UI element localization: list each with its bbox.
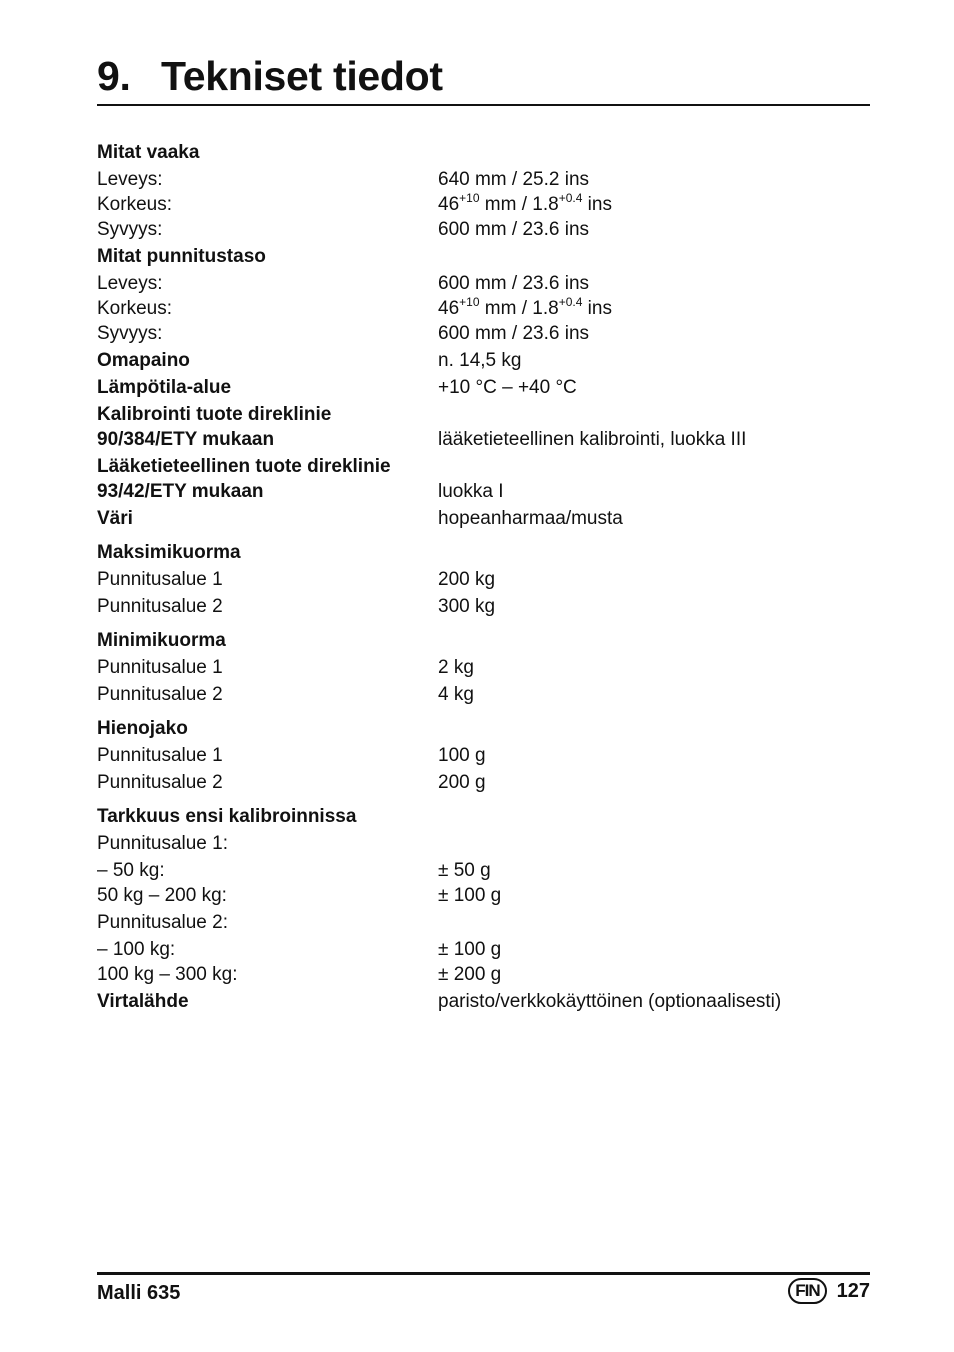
- spec-heading: Lääketieteellinen tuote direklinie: [97, 456, 391, 477]
- spec-row-calibration: 90/384/ETY mukaan lääketieteellinen kalibrointi, luokka III: [97, 429, 747, 450]
- section-number: 9.: [97, 53, 131, 99]
- footer-divider: [97, 1272, 870, 1275]
- spec-row: 100 kg – 300 kg: ± 200 g: [97, 964, 502, 985]
- spec-row: Syvyys: 600 mm / 23.6 ins: [97, 219, 590, 240]
- spec-row: Punnitusalue 2 4 kg: [97, 684, 474, 705]
- spec-row: Syvyys: 600 mm / 23.6 ins: [97, 323, 590, 344]
- spec-row-medical: 93/42/ETY mukaan luokka I: [97, 481, 504, 502]
- spec-row: 50 kg – 200 kg: ± 100 g: [97, 885, 502, 906]
- spec-row: Punnitusalue 1 200 kg: [97, 569, 496, 590]
- footer-page-info: [788, 1278, 870, 1304]
- spec-heading: Mitat vaaka: [97, 142, 200, 163]
- spec-row: – 100 kg: ± 100 g: [97, 939, 502, 960]
- footer-model: Malli 635: [97, 1282, 181, 1304]
- title-divider: [97, 104, 870, 106]
- spec-row: Punnitusalue 1 2 kg: [97, 657, 474, 678]
- spec-row-weight: Omapaino n. 14,5 kg: [97, 350, 522, 371]
- spec-row: Punnitusalue 1 100 g: [97, 745, 486, 766]
- spec-heading: Maksimikuorma: [97, 542, 241, 563]
- spec-heading: Mitat punnitustaso: [97, 246, 266, 267]
- section-title: Tekniset tiedot: [161, 53, 443, 99]
- page-title: [97, 50, 443, 102]
- spec-row: Korkeus: $46^{+10}$ mm / $1.8^{+0.4}$ ins: [97, 294, 612, 319]
- spec-row: Korkeus: $46^{+10}$ mm / $1.8^{+0.4}$ ins: [97, 190, 612, 215]
- spec-heading: Tarkkuus ensi kalibroinnissa: [97, 806, 357, 827]
- page-number: 127: [836, 1280, 870, 1302]
- spec-table: [97, 140, 870, 1014]
- spec-row-power: Virtalähde paristo/verkkokäyttöinen (optionaalisesti): [97, 991, 782, 1012]
- spec-row: Punnitusalue 2:: [97, 912, 228, 933]
- spec-row: Punnitusalue 2 200 g: [97, 772, 486, 793]
- spec-row: Punnitusalue 1:: [97, 833, 228, 854]
- spec-row-color: Väri hopeanharmaa/musta: [97, 508, 623, 529]
- spec-heading: Minimikuorma: [97, 630, 226, 651]
- spec-heading: Kalibrointi tuote direklinie: [97, 404, 332, 425]
- spec-row: Punnitusalue 2 300 kg: [97, 596, 496, 617]
- spec-row: Leveys: 640 mm / 25.2 ins: [97, 169, 590, 190]
- spec-heading: Hienojako: [97, 718, 188, 739]
- spec-row-temperature: Lämpötila-alue +10 °C – +40 °C: [97, 377, 577, 398]
- spec-row: – 50 kg: ± 50 g: [97, 860, 491, 881]
- language-badge: FIN: [788, 1278, 826, 1304]
- spec-row: Leveys: 600 mm / 23.6 ins: [97, 273, 590, 294]
